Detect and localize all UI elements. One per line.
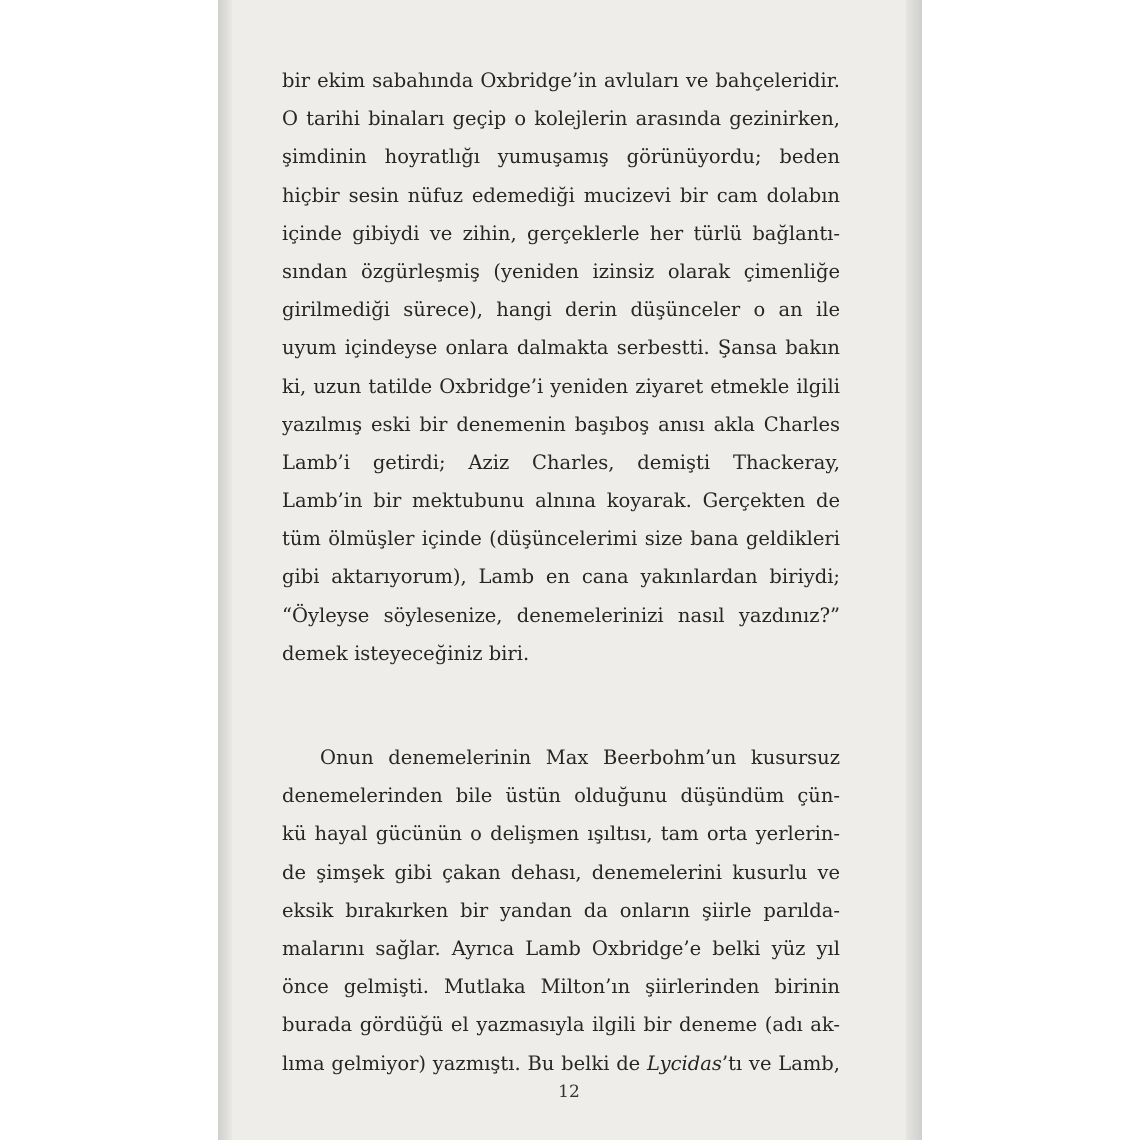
text-line: eksik bırakırken bir yandan da onların şiirle parılda- [282, 898, 840, 922]
text-line: girilmediği sürece), hangi derin düşünceler o an ile [282, 298, 840, 322]
paragraph-gap [282, 673, 840, 739]
text-line: hiçbir sesin nüfuz edemediği mucizevi bir cam dolabın [282, 183, 840, 207]
text-line: denemelerinden bile üstün olduğunu düşündüm çün- [282, 784, 840, 808]
page-edge-shadow [906, 0, 922, 1140]
text-line: O tarihi binaları geçip o kolejlerin arasında gezinirken, [282, 107, 840, 131]
text-line-with-italic [282, 1045, 840, 1083]
text-line: ki, uzun tatilde Oxbridge’i yeniden ziyaret etmekle ilgili [282, 374, 840, 398]
text-line: bir ekim sabahında Oxbridge’in avluları ve bahçeleridir. [282, 69, 840, 92]
text-run: ’tı ve Lamb, [721, 1051, 840, 1075]
text-line: malarını sağlar. Ayrıca Lamb Oxbridge’e belki yüz yıl [282, 936, 840, 960]
text-line: burada gördüğü el yazmasıyla ilgili bir deneme (adı ak- [282, 1013, 840, 1037]
text-line: yazılmış eski bir denemenin başıboş anısı akla Charles [282, 412, 840, 436]
italic-title: Lycidas [646, 1051, 722, 1075]
text-line: önce gelmişti. Mutlaka Milton’ın şiirlerinden birinin [282, 975, 840, 999]
text-line: Lamb’i getirdi; Aziz Charles, demişti Thackeray, [282, 450, 840, 474]
text-line: “Öyleyse söylesenize, denemelerinizi nasıl yazdınız?” [282, 603, 840, 627]
text-line: de şimşek gibi çakan dehası, denemelerini kusurlu ve [282, 860, 840, 884]
text-run: lıma gelmiyor) yazmıştı. Bu belki de [282, 1051, 647, 1075]
text-line: şimdinin hoyratlığı yumuşamış görünüyordu; beden [282, 145, 840, 169]
page-gutter-shadow [218, 0, 232, 1140]
text-line: demek isteyeceğiniz biri. [282, 641, 530, 665]
text-line: sından özgürleşmiş (yeniden izinsiz olarak çimenliğe [282, 259, 840, 283]
text-line: tüm ölmüşler içinde (düşüncelerimi size bana geldikleri [282, 527, 840, 551]
body-text [282, 62, 840, 1083]
text-line: uyum içindeyse onlara dalmakta serbestti. Şansa bakın [282, 336, 840, 360]
book-page [232, 0, 906, 1140]
text-line: içinde gibiydi ve zihin, gerçeklerle her türlü bağlantı- [282, 221, 840, 245]
text-line: Onun denemelerinin Max Beerbohm’un kusursuz [320, 746, 840, 769]
text-line: gibi aktarıyorum), Lamb en cana yakınlardan biriydi; [282, 565, 840, 589]
text-line: kü hayal gücünün o delişmen ışıltısı, tam orta yerlerin- [282, 822, 840, 846]
page-number: 12 [558, 1082, 580, 1102]
text-line: Lamb’in bir mektubunu alnına koyarak. Gerçekten de [282, 489, 840, 513]
